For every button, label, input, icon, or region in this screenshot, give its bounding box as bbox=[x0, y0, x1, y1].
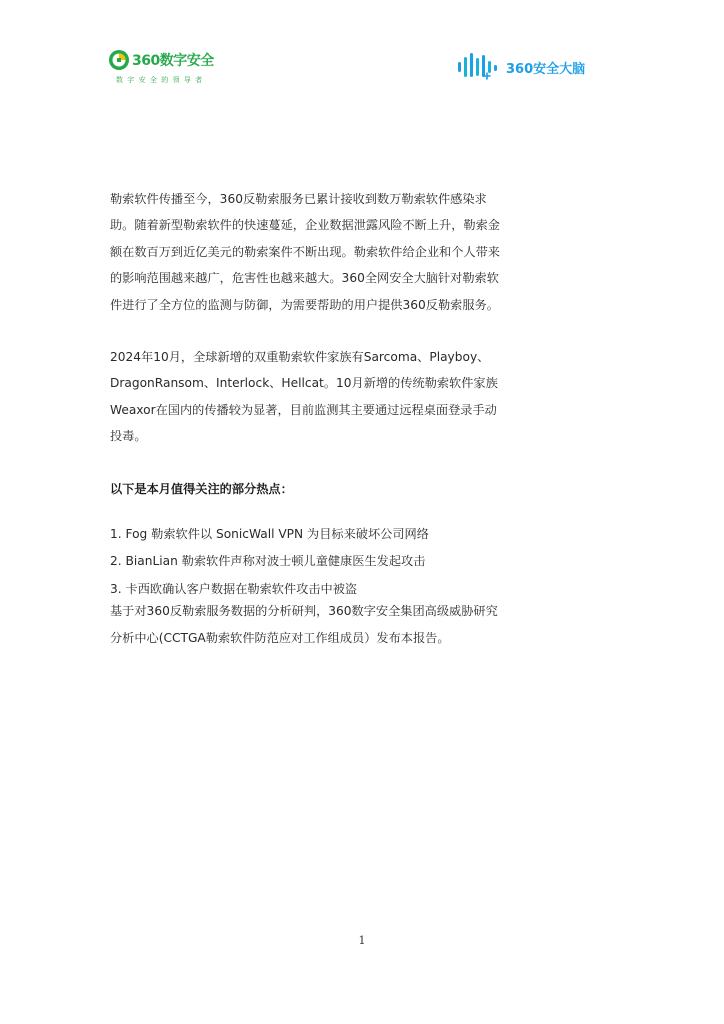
header-left-logo bbox=[108, 48, 258, 84]
list-item: 2. BianLian 勒索软件声称对波士顿儿童健康医生发起攻击 bbox=[110, 554, 426, 569]
left-logo-text: 360数字安全 bbox=[132, 53, 214, 69]
hot-topics-heading: 以下是本月值得关注的部分热点： bbox=[110, 481, 293, 496]
right-logo-text: 360安全大脑 bbox=[506, 61, 586, 77]
monthly-summary-paragraph: 2024年10月，全球新增的双重勒索软件家族有Sarcoma、Playboy、DragonRansom、Interlock、Hellcat。10月新增的传统勒索软件家族Weaxor在国内的传播较为显著，目前监测其主要通过远程桌面登录手动投毒。 bbox=[110, 350, 498, 444]
360-shield-logo-icon bbox=[108, 49, 130, 71]
brain-waveform-logo-icon bbox=[456, 52, 500, 82]
hot-topics-list bbox=[110, 521, 500, 604]
intro-paragraph: 勒索软件传播至今，360反勒索服务已累计接收到数万勒索软件感染求助。随着新型勒索软件的快速蔓延，企业数据泄露风险不断上升，勒索金额在数百万到近亿美元的勒索案件不断出现。勒索软件给企业和个人带来的影响范围越来越广，危害性也越来越大。360全网安全大脑针对勒索软件进行了全方位的监测与防御，为需要帮助的用户提供360反勒索服务。 bbox=[110, 192, 500, 312]
list-item: 1. Fog 勒索软件以 SonicWall VPN 为目标来破坏公司网络 bbox=[110, 526, 429, 541]
report-statement-paragraph: 基于对360反勒索服务数据的分析研判，360数字安全集团高级威胁研究分析中心(CCTGA勒索软件防范应对工作组成员）发布本报告。 bbox=[110, 604, 498, 645]
brand-slogan: 数字安全的领导者 bbox=[116, 76, 207, 84]
list-item: 3. 卡西欧确认客户数据在勒索软件攻击中被盗 bbox=[110, 581, 358, 596]
page-number: 1 bbox=[358, 934, 366, 947]
logo-row bbox=[108, 48, 258, 72]
header-right-logo bbox=[456, 52, 585, 82]
document-body bbox=[110, 186, 500, 651]
